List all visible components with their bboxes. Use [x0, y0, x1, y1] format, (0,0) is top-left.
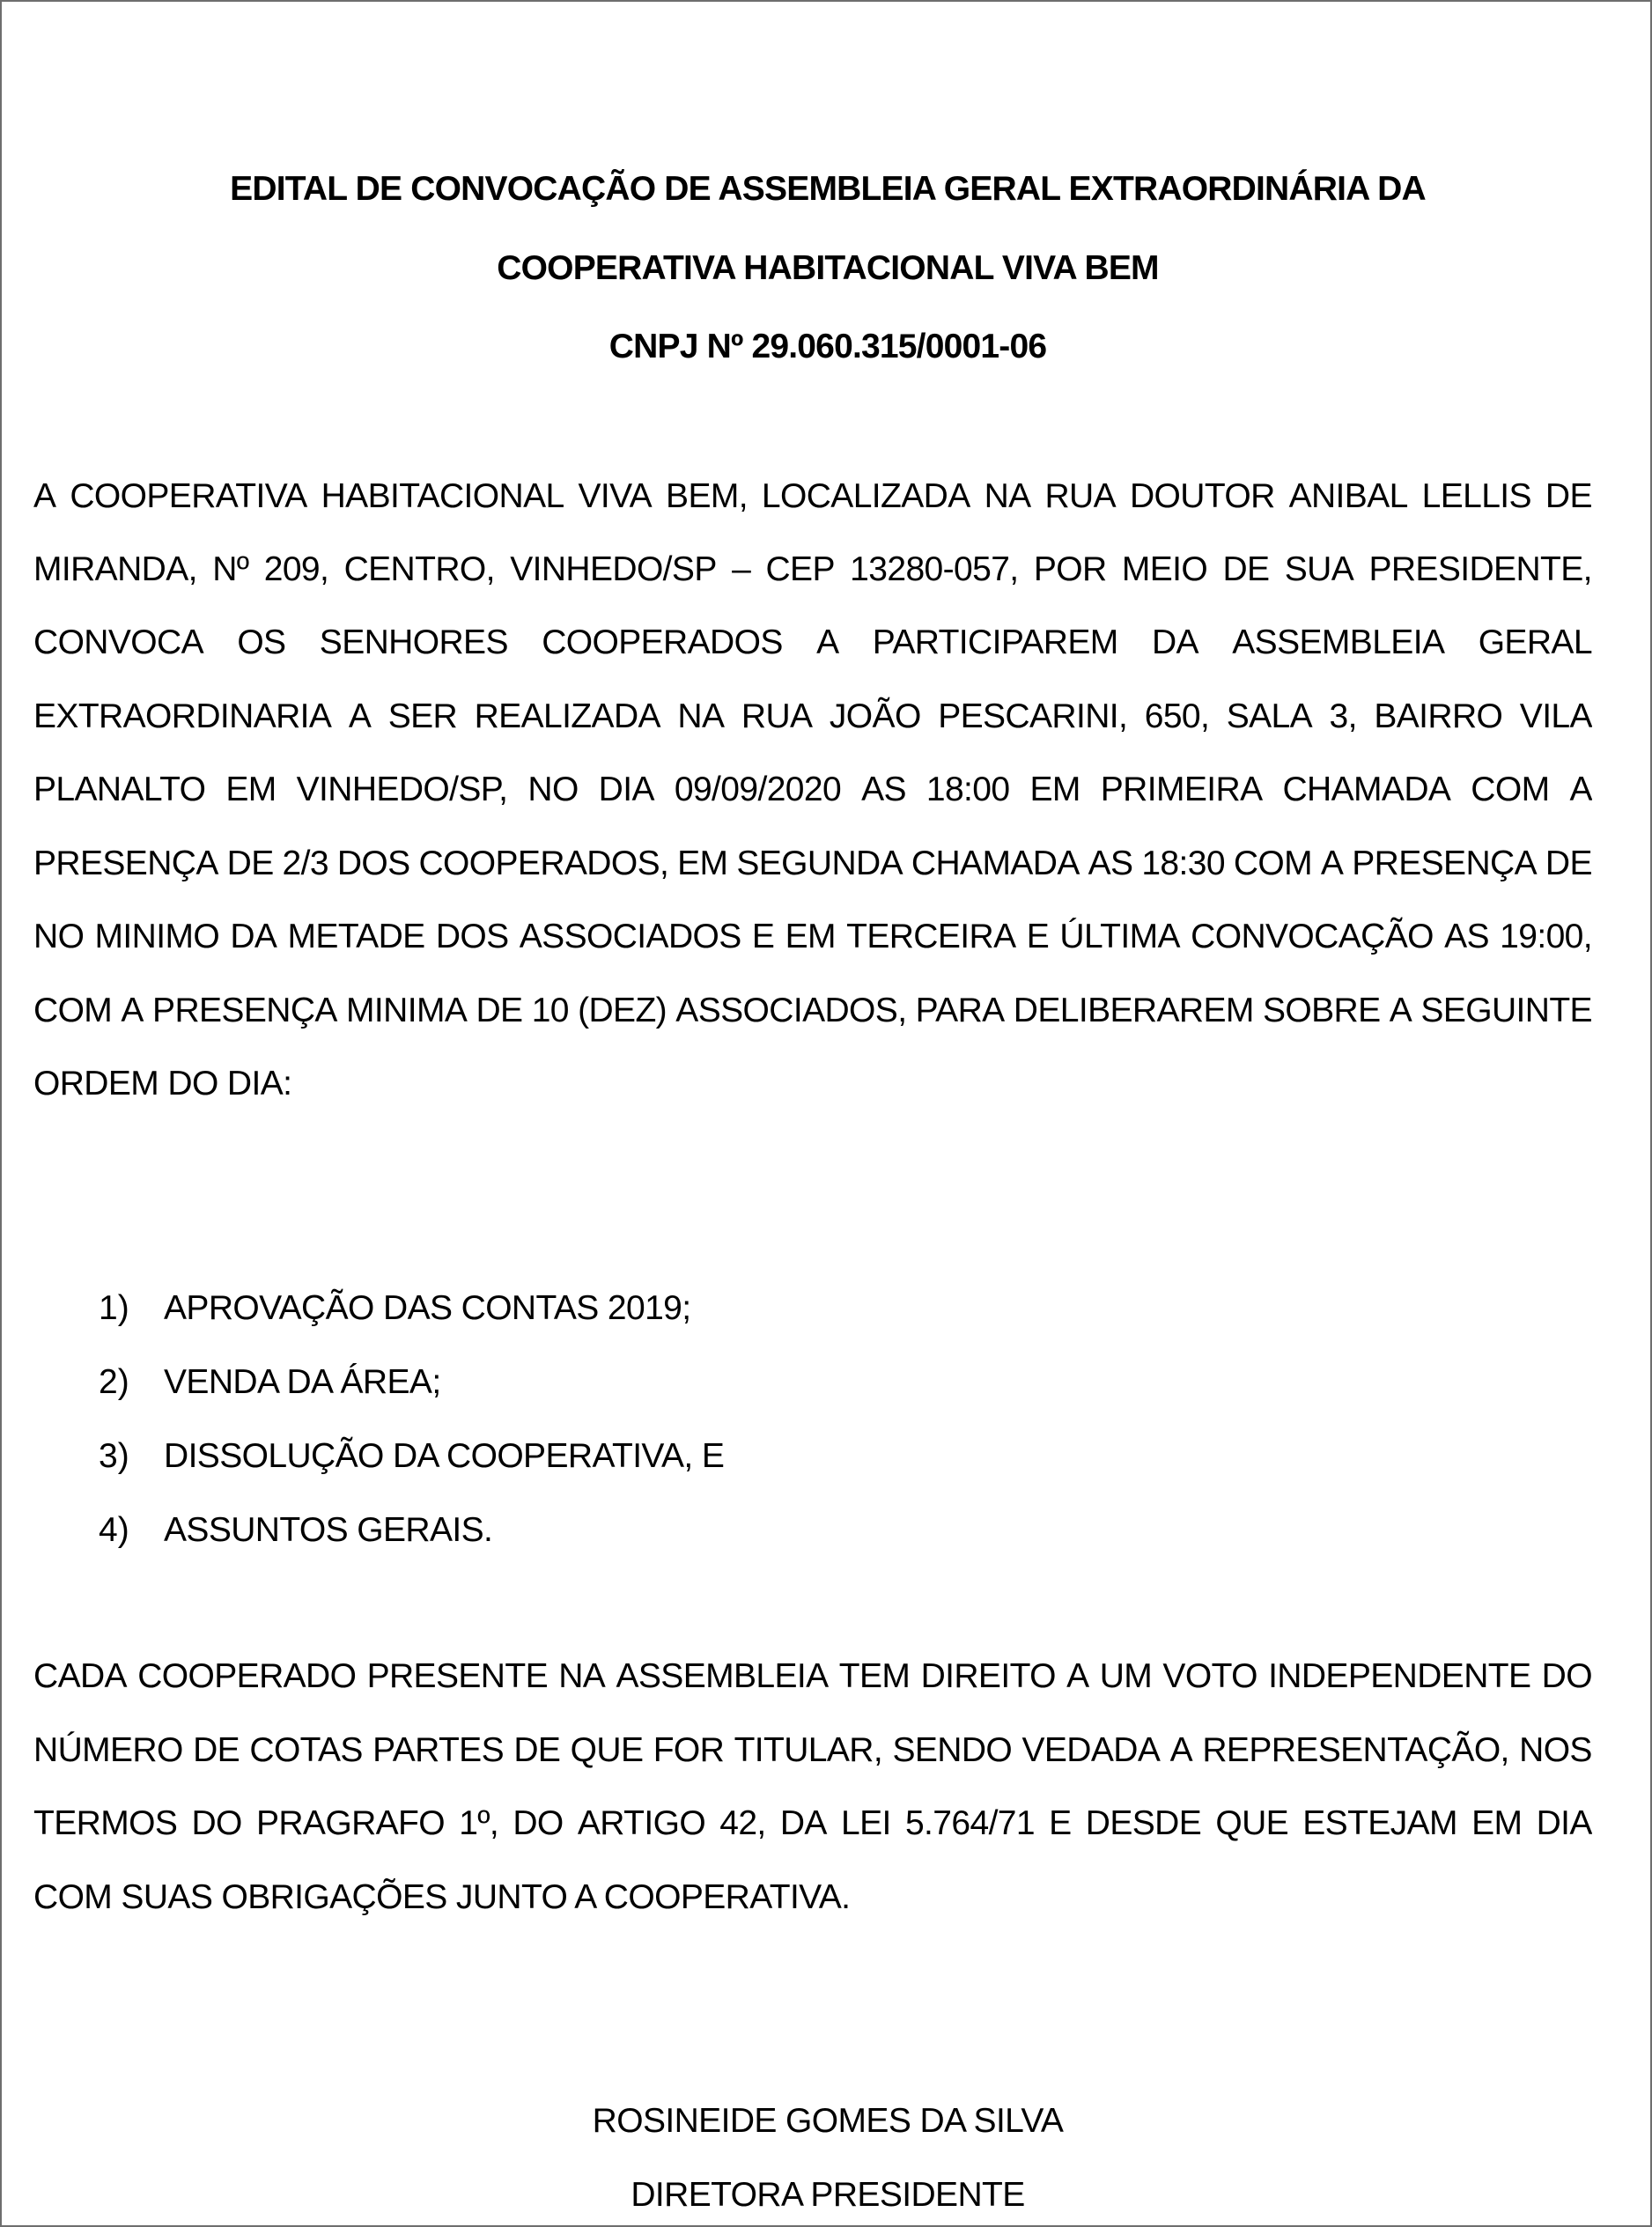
- word: PESCARINI,: [938, 697, 1128, 735]
- word: VOTO: [1162, 1657, 1257, 1695]
- word: 2/3: [282, 844, 328, 882]
- word: EM: [225, 771, 277, 808]
- word: BEM,: [666, 477, 748, 515]
- word: ASSOCIADOS: [519, 918, 741, 955]
- word: VINHEDO/SP,: [296, 771, 508, 808]
- word: DELIBERAREM: [1013, 992, 1254, 1029]
- word: NA: [558, 1657, 606, 1695]
- word: MEIO: [1121, 550, 1208, 588]
- word: AS: [1088, 844, 1133, 882]
- word: PARTES: [372, 1731, 505, 1769]
- word: MINIMO: [94, 918, 220, 955]
- word: UM: [1099, 1657, 1153, 1695]
- agenda-item-text: ASSUNTOS GERAIS.: [164, 1511, 493, 1549]
- word: A: [1066, 1657, 1089, 1695]
- word: E: [1026, 918, 1050, 955]
- word: SENDO: [892, 1731, 1013, 1769]
- word: DESDE: [1085, 1804, 1202, 1842]
- word: ÚLTIMA: [1059, 918, 1180, 955]
- word: DE: [1222, 550, 1270, 588]
- word: A: [348, 697, 372, 735]
- paragraph-line: ORDEM DO DIA:: [33, 1065, 292, 1102]
- word: VINHEDO/SP: [510, 550, 717, 588]
- word: A: [1169, 1731, 1193, 1769]
- word: E: [751, 918, 775, 955]
- agenda-item-text: APROVAÇÃO DAS CONTAS 2019;: [164, 1289, 691, 1327]
- paragraph-line: [33, 622, 1592, 664]
- word: LELLIS: [1421, 477, 1531, 515]
- agenda-item-number: 3): [99, 1437, 129, 1475]
- word: 42,: [719, 1804, 766, 1842]
- paragraph-line: [33, 476, 1592, 518]
- word: NA: [984, 477, 1031, 515]
- word: –: [732, 550, 751, 588]
- word: DO: [1541, 1657, 1592, 1695]
- word: GERAL: [1478, 623, 1592, 661]
- word: PLANALTO: [33, 771, 206, 808]
- word: INDEPENDENTE: [1268, 1657, 1531, 1695]
- word: TITULAR,: [734, 1731, 883, 1769]
- word: NÚMERO: [33, 1731, 183, 1769]
- word: FOR: [653, 1731, 725, 1769]
- word: EM: [677, 844, 728, 882]
- word: REALIZADA: [474, 697, 660, 735]
- word: QUE: [1215, 1804, 1289, 1842]
- word: RUA: [1044, 477, 1117, 515]
- word: 09/09/2020: [674, 771, 842, 808]
- word: NA: [677, 697, 725, 735]
- signatory-name: ROSINEIDE GOMES DA SILVA: [592, 2102, 1064, 2140]
- word: DIREITO: [920, 1657, 1056, 1695]
- word: ASSEMBLEIA: [616, 1657, 829, 1695]
- paragraph-line: [33, 916, 1592, 958]
- word: PRESENTE: [366, 1657, 548, 1695]
- agenda-item-number: 2): [99, 1363, 129, 1401]
- word: SENHORES: [319, 623, 508, 661]
- word: EM: [1471, 1804, 1523, 1842]
- word: PRIMEIRA: [1100, 771, 1263, 808]
- paragraph-line: [33, 549, 1592, 591]
- word: DOS: [435, 918, 509, 955]
- word: A: [1389, 992, 1412, 1029]
- agenda-item-text: DISSOLUÇÃO DA COOPERATIVA, E: [164, 1437, 725, 1475]
- word: COM: [33, 992, 113, 1029]
- word: 18:30: [1141, 844, 1225, 882]
- agenda-item-number: 4): [99, 1511, 129, 1549]
- word: 3,: [1329, 697, 1357, 735]
- word: DA: [230, 918, 277, 955]
- word: COTAS: [249, 1731, 363, 1769]
- word: QUE: [570, 1731, 644, 1769]
- agenda-item-number: 1): [99, 1289, 129, 1327]
- word: COM: [1471, 771, 1550, 808]
- word: SER: [387, 697, 458, 735]
- word: PRAGRAFO: [255, 1804, 445, 1842]
- word: MINIMA: [346, 992, 468, 1029]
- word: NO: [33, 918, 85, 955]
- word: CHAMADA: [1282, 771, 1451, 808]
- word: 13280-057,: [850, 550, 1019, 588]
- word: DOUTOR: [1129, 477, 1275, 515]
- word: CENTRO,: [343, 550, 495, 588]
- word: ASSOCIADOS,: [675, 992, 907, 1029]
- word: TERCEIRA: [846, 918, 1016, 955]
- word: EM: [1029, 771, 1080, 808]
- paragraph-line: [33, 1656, 1592, 1698]
- word: 18:00: [926, 771, 1010, 808]
- word: 650,: [1144, 697, 1210, 735]
- word: DE: [1545, 844, 1592, 882]
- paragraph-line: [33, 769, 1592, 811]
- word: COOPERATIVA: [70, 477, 307, 515]
- word: A: [33, 477, 56, 515]
- word: CONVOCAÇÃO: [1191, 918, 1434, 955]
- agenda-item-text: VENDA DA ÁREA;: [164, 1363, 441, 1401]
- word: DE: [513, 1731, 561, 1769]
- word: DO: [191, 1804, 242, 1842]
- word: VIVA: [578, 477, 653, 515]
- word: DIA: [598, 771, 654, 808]
- word: A: [1320, 844, 1344, 882]
- word: VEDADA: [1021, 1731, 1161, 1769]
- word: SOBRE: [1263, 992, 1381, 1029]
- word: 5.764/71: [904, 1804, 1035, 1842]
- word: DIA: [1536, 1804, 1592, 1842]
- cnpj-line: CNPJ Nº 29.060.315/0001-06: [608, 328, 1047, 365]
- word: HABITACIONAL: [321, 477, 564, 515]
- word: COOPERADOS: [542, 623, 783, 661]
- word: POR: [1033, 550, 1107, 588]
- word: 209,: [263, 550, 329, 588]
- word: A: [121, 992, 144, 1029]
- word: (DEZ): [578, 992, 667, 1029]
- word: DE: [226, 844, 274, 882]
- word: JOÃO: [829, 697, 921, 735]
- word: VILA: [1519, 697, 1592, 735]
- word: COOPERADOS,: [418, 844, 669, 882]
- word: CHAMADA: [911, 844, 1080, 882]
- word: DE: [1545, 477, 1592, 515]
- word: AS: [1444, 918, 1489, 955]
- title-line-2: COOPERATIVA HABITACIONAL VIVA BEM: [497, 249, 1159, 287]
- word: A: [816, 623, 839, 661]
- word: ASSEMBLEIA: [1232, 623, 1445, 661]
- word: PRESENÇA: [152, 992, 337, 1029]
- word: ANIBAL: [1288, 477, 1408, 515]
- paragraph-line: COM SUAS OBRIGAÇÕES JUNTO A COOPERATIVA.: [33, 1878, 851, 1916]
- word: LOCALIZADA: [761, 477, 970, 515]
- word: NO: [527, 771, 579, 808]
- word: DO: [513, 1804, 564, 1842]
- word: METADE: [287, 918, 425, 955]
- word: TERMOS: [33, 1804, 178, 1842]
- word: DE: [476, 992, 523, 1029]
- signatory-role: DIRETORA PRESIDENTE: [631, 2176, 1025, 2214]
- paragraph-line: [33, 696, 1592, 738]
- word: ARTIGO: [577, 1804, 706, 1842]
- word: ESTEJAM: [1302, 1804, 1457, 1842]
- word: CONVOCA: [33, 623, 203, 661]
- paragraph-line: [33, 1803, 1592, 1845]
- word: PARTICIPAREM: [872, 623, 1118, 661]
- word: TEM: [838, 1657, 911, 1695]
- word: DE: [193, 1731, 240, 1769]
- word: A: [1569, 771, 1592, 808]
- word: PRESENÇA: [33, 844, 218, 882]
- word: E: [1049, 1804, 1072, 1842]
- word: 1º,: [459, 1804, 499, 1842]
- word: SALA: [1226, 697, 1313, 735]
- word: OS: [237, 623, 286, 661]
- word: SUA: [1284, 550, 1354, 588]
- paragraph-line: [33, 843, 1592, 885]
- paragraph-line: [33, 990, 1592, 1032]
- word: PARA: [915, 992, 1005, 1029]
- word: PRESENÇA: [1352, 844, 1537, 882]
- word: DA: [779, 1804, 827, 1842]
- word: REPRESENTAÇÃO,: [1202, 1731, 1509, 1769]
- title-line-1: EDITAL DE CONVOCAÇÃO DE ASSEMBLEIA GERAL EXTRAORDINÁRIA DA: [230, 170, 1426, 208]
- word: LEI: [841, 1804, 891, 1842]
- word: COOPERADO: [137, 1657, 357, 1695]
- word: AS: [861, 771, 906, 808]
- word: Nº: [212, 550, 249, 588]
- word: RUA: [741, 697, 813, 735]
- word: CEP: [765, 550, 835, 588]
- word: BAIRRO: [1374, 697, 1503, 735]
- word: COM: [1233, 844, 1313, 882]
- word: SEGUNDA: [736, 844, 903, 882]
- word: MIRANDA,: [33, 550, 197, 588]
- word: PRESIDENTE,: [1368, 550, 1592, 588]
- word: DOS: [336, 844, 410, 882]
- word: SEGUINTE: [1420, 992, 1592, 1029]
- word: NOS: [1519, 1731, 1592, 1769]
- word: 10: [531, 992, 569, 1029]
- word: DA: [1151, 623, 1198, 661]
- word: EXTRAORDINARIA: [33, 697, 332, 735]
- word: CADA: [33, 1657, 127, 1695]
- paragraph-line: [33, 1729, 1592, 1772]
- word: 19:00,: [1500, 918, 1592, 955]
- word: EM: [785, 918, 836, 955]
